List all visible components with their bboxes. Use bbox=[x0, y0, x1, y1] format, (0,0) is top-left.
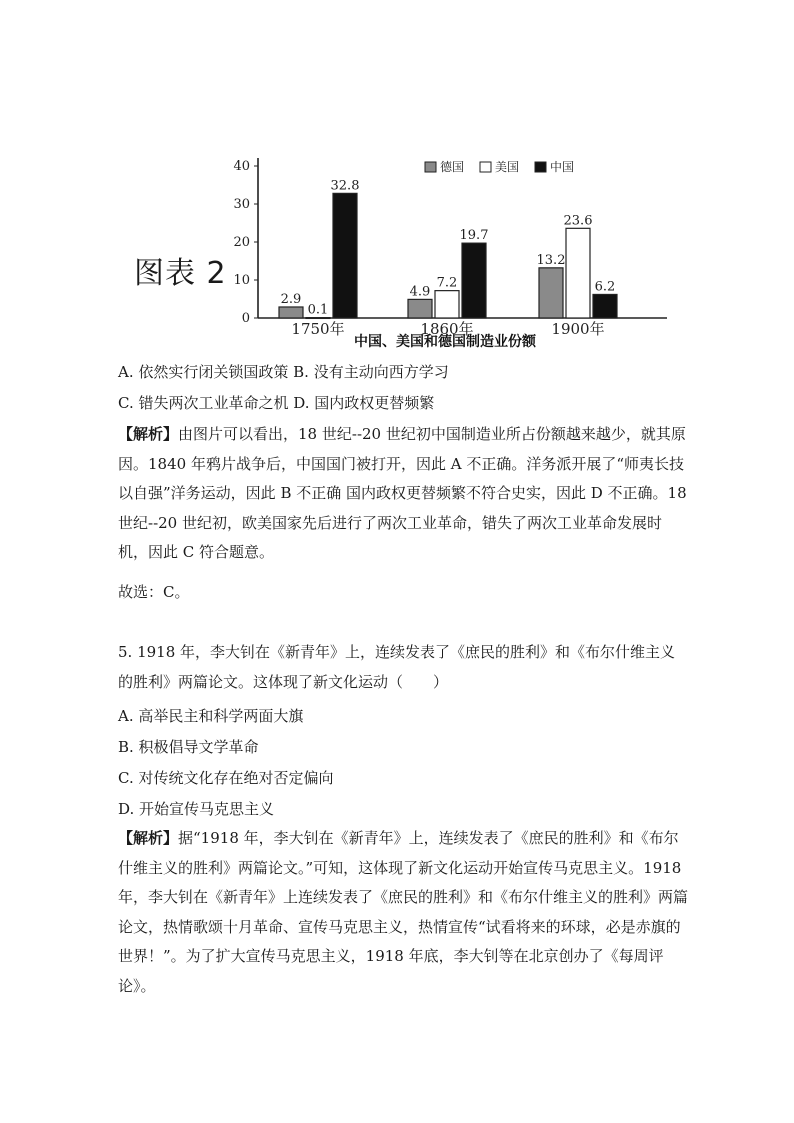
x-tick-label: 1860年 bbox=[420, 320, 474, 338]
data-label: 19.7 bbox=[459, 228, 489, 244]
y-tick-label: 0 bbox=[241, 311, 250, 326]
bar bbox=[306, 318, 330, 319]
data-label: 23.6 bbox=[563, 213, 593, 229]
bar bbox=[539, 268, 563, 318]
q4-answer: 故选：C。 bbox=[118, 583, 190, 601]
bar bbox=[333, 193, 357, 318]
y-tick-label: 10 bbox=[233, 273, 250, 288]
q5-option-a: A. 高举民主和科学两面大旗 bbox=[118, 707, 304, 725]
q5-analysis-bracket: 【解析】 bbox=[118, 829, 179, 847]
bar bbox=[462, 243, 486, 318]
x-tick-label: 1750年 bbox=[291, 320, 345, 338]
legend-swatch bbox=[480, 162, 491, 172]
y-tick-label: 20 bbox=[233, 235, 250, 250]
q5-option-d: D. 开始宣传马克思主义 bbox=[118, 800, 275, 818]
q5-analysis-text: 据“1918 年，李大钊在《新青年》上，连续发表了《庶民的胜利》和《布尔什维主义的胜利》两篇论文。”可知，这体现了新文化运动开始宣传马克思主义。1918 年，李大钊在《新青年》上连续发表了《庶民的胜利》和《布尔什维主义的胜利》两篇论文，热情歌颂十月革命、宣传马克思主义，热情宣传“试看将来的环球，必是赤旗的世界！”。为了扩大宣传马克思主义，1918 年底，李大钊等在北京创办了《每周评论》。 bbox=[118, 829, 689, 995]
q4-analysis-bracket: 【解析】 bbox=[118, 425, 179, 443]
legend-swatch bbox=[425, 162, 436, 172]
q5-option-c: C. 对传统文化存在绝对否定偏向 bbox=[118, 769, 334, 787]
bar bbox=[435, 291, 459, 318]
bar-chart bbox=[225, 148, 675, 353]
data-label: 7.2 bbox=[436, 275, 458, 291]
q4-options-line-2: C. 错失两次工业革命之机 D. 国内政权更替频繁 bbox=[118, 394, 435, 412]
chart-title: 中国、美国和德国制造业份额 bbox=[354, 334, 536, 350]
legend-label: 中国 bbox=[550, 160, 575, 174]
bar bbox=[593, 294, 617, 318]
legend-label: 美国 bbox=[495, 160, 520, 174]
data-label: 13.2 bbox=[536, 252, 566, 268]
bar bbox=[408, 299, 432, 318]
data-label: 0.1 bbox=[307, 302, 329, 318]
data-label: 4.9 bbox=[409, 284, 431, 300]
q5-analysis bbox=[118, 824, 688, 1001]
data-label: 2.9 bbox=[280, 291, 302, 307]
q4-analysis bbox=[118, 420, 688, 568]
q5-option-b: B. 积极倡导文学革命 bbox=[118, 738, 259, 756]
data-label: 6.2 bbox=[594, 279, 616, 295]
bar bbox=[279, 307, 303, 318]
q5-stem: 5. 1918 年，李大钊在《新青年》上，连续发表了《庶民的胜利》和《布尔什维主义的胜利》两篇论文。这体现了新文化运动（ ） bbox=[118, 643, 676, 691]
legend-label: 德国 bbox=[440, 160, 465, 174]
x-tick-label: 1900年 bbox=[551, 320, 605, 338]
legend-swatch bbox=[535, 162, 546, 172]
y-tick-label: 40 bbox=[233, 159, 250, 174]
y-tick-label: 30 bbox=[233, 197, 250, 212]
data-label: 32.8 bbox=[330, 178, 360, 194]
q4-options-line-1: A. 依然实行闭关锁国政策 B. 没有主动向西方学习 bbox=[118, 363, 449, 381]
bar bbox=[566, 228, 590, 318]
q4-analysis-text: 由图片可以看出，18 世纪--20 世纪初中国制造业所占份额越来越少，就其原因。1840 年鸦片战争后，中国国门被打开，因此 A 不正确。洋务派开展了“师夷长技以自强”洋务运动，因此 B 不正确 国内政权更替频繁不符合史实，因此 D 不正确。18 世纪--20 世纪初，欧美国家先后进行了两次工业革命，错失了两次工业革命发展时机，因此 C 符合题意。 bbox=[118, 425, 687, 561]
figure-label: 图表 2 bbox=[134, 256, 227, 291]
